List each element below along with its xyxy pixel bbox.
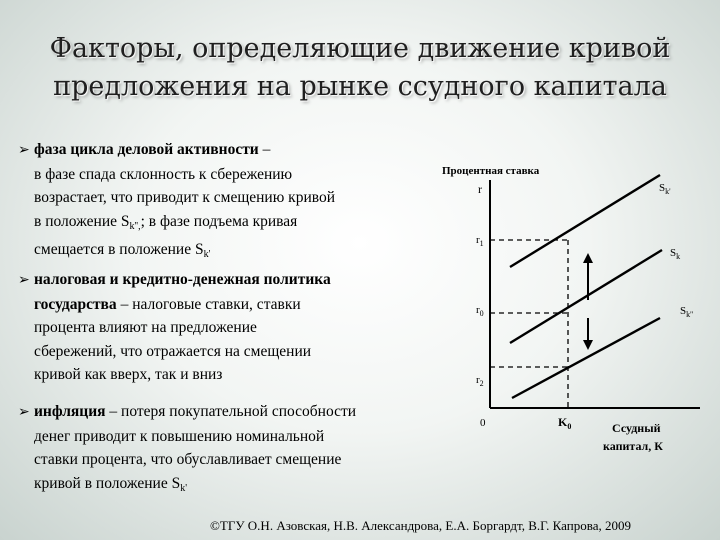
supply-curve-top xyxy=(510,175,660,267)
x-axis-title-line-1: Ссудный xyxy=(612,421,661,435)
curve-top-label: $S_{k'}$ xyxy=(659,182,671,196)
bullet1-after-bold: – xyxy=(258,141,271,158)
y-axis-symbol: r xyxy=(478,182,482,196)
bullet1-line-4: в положение $S_{k'',}$; в фазе подъема кривая xyxy=(34,212,298,232)
bullet3-line-3: ставки процента, что обуславливает смещение xyxy=(34,451,342,468)
bullet2-line-4: сбережений, что отражается на смещении xyxy=(34,342,312,360)
bullet1-line-5: смещается в положение $S_{k'}$ xyxy=(34,241,211,260)
origin-label: 0 xyxy=(480,417,486,429)
x-axis-title-line-2: капитал, К xyxy=(603,439,663,453)
bullet1-bold: фаза цикла деловой активности xyxy=(34,141,259,158)
title-line-1: Факторы, определяющие движение кривой xyxy=(49,33,671,64)
curve-bottom-label: $S_{k''}$ xyxy=(680,305,694,319)
r0-label: $r_0$ xyxy=(476,304,484,318)
bullet1-line-3: возрастает, что приводит к смещению кривой xyxy=(34,189,336,206)
title-line-2: предложения на рынке ссудного капитала xyxy=(53,71,667,102)
bullet3-bold: инфляция xyxy=(34,403,106,420)
arrow-bullet-icon: ➢ xyxy=(18,142,30,158)
bullet2-bold-1: налоговая и кредитно-денежная политика xyxy=(34,271,331,288)
arrow-bullet-icon: ➢ xyxy=(18,272,30,288)
y-axis-title: Процентная ставка xyxy=(442,165,540,177)
arrow-bullet-icon: ➢ xyxy=(18,404,30,420)
bullet3-line-2: денег приводит к повышению номинальной xyxy=(34,427,325,445)
curve-middle-label: $S_k$ xyxy=(670,247,681,261)
bullet2-line-2: государства – налоговые ставки, ставки xyxy=(34,295,301,313)
copyright-footer: ©ТГУ О.Н. Азовская, Н.В. Александрова, Е.А. Боргардт, В.Г. Капрова, 2009 xyxy=(210,518,631,533)
bullet2-line-5: кривой как вверх, так и вниз xyxy=(34,366,223,383)
bullet3-line-4: кривой в положение $S_{k'}$ xyxy=(34,474,188,494)
bullet2-line-3: процента влияют на предложение xyxy=(34,319,257,336)
supply-curve-bottom xyxy=(512,318,660,398)
bullet3-after-bold: – потеря покупательной способности xyxy=(105,403,357,420)
bullet1-line-2: в фазе спада склонность к сбережению xyxy=(34,165,293,183)
r1-label: $r_1$ xyxy=(476,234,484,248)
k0-label: $K_0$ xyxy=(558,415,572,431)
r2-label: $r_2$ xyxy=(476,374,484,388)
